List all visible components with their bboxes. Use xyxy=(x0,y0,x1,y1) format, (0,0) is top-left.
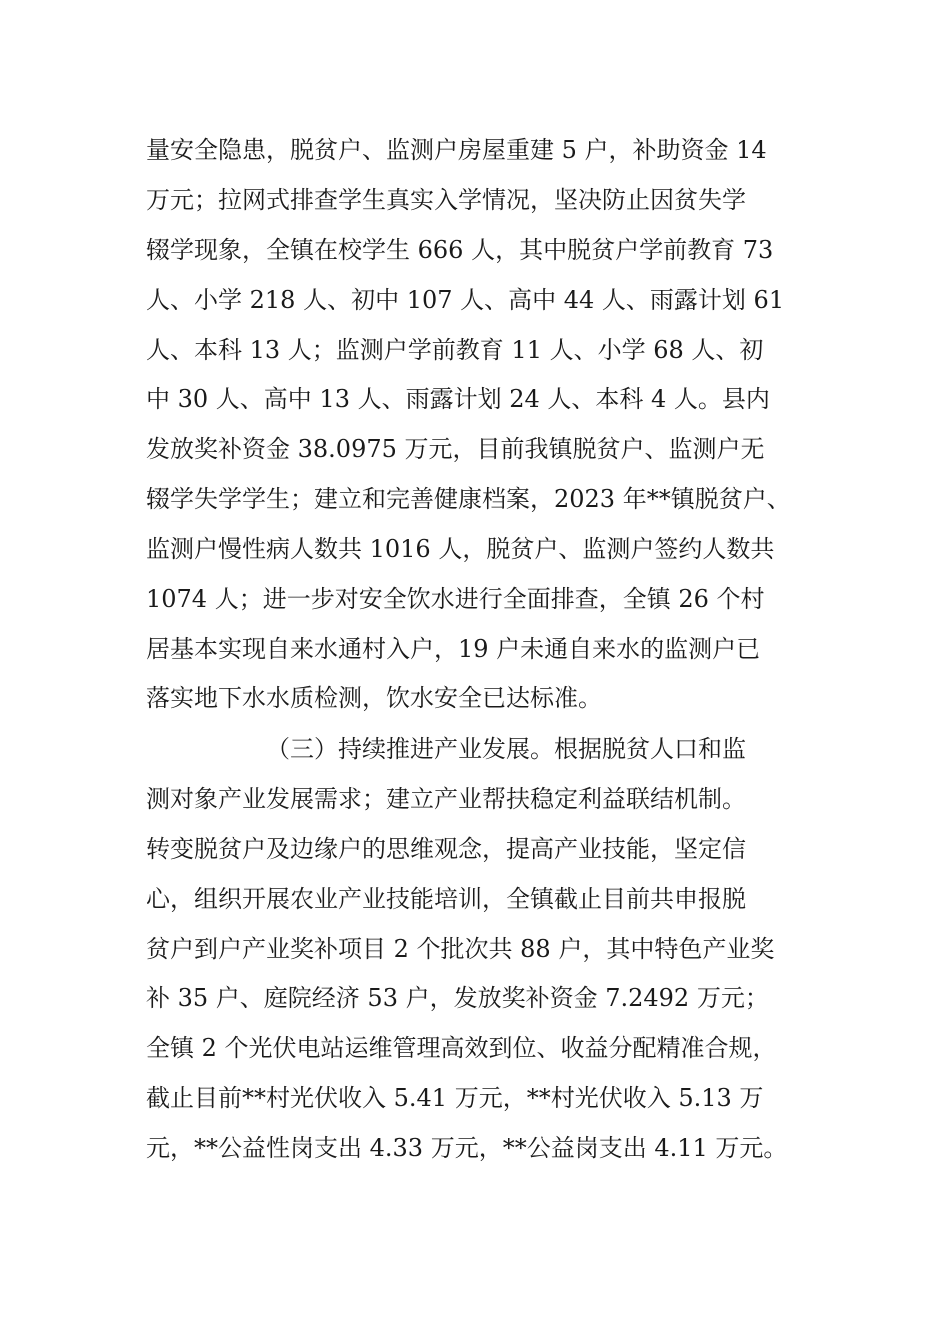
body-text-line: 全镇 2 个光伏电站运维管理高效到位、收益分配精准合规， xyxy=(146,1034,777,1062)
body-text-line: 万元；拉网式排查学生真实入学情况，坚决防止因贫失学 xyxy=(146,186,746,214)
body-text-line: 辍学现象，全镇在校学生 666 人，其中脱贫户学前教育 73 xyxy=(146,236,774,264)
body-text-line: 居基本实现自来水通村入户，19 户未通自来水的监测户已 xyxy=(146,635,761,663)
body-text-line: 1074 人；进一步对安全饮水进行全面排查，全镇 26 个村 xyxy=(146,585,765,613)
body-text-line: 测对象产业发展需求；建立产业帮扶稳定利益联结机制。 xyxy=(146,785,746,813)
section-heading-line: （三）持续推进产业发展。根据脱贫人口和监 xyxy=(266,735,746,763)
body-text-line: 量安全隐患，脱贫户、监测户房屋重建 5 户，补助资金 14 xyxy=(146,136,767,164)
body-text-line: 人、本科 13 人；监测户学前教育 11 人、小学 68 人、初 xyxy=(146,336,764,364)
body-text-line: 中 30 人、高中 13 人、雨露计划 24 人、本科 4 人。县内 xyxy=(146,385,770,413)
body-text-line: 发放奖补资金 38.0975 万元，目前我镇脱贫户、监测户无 xyxy=(146,435,765,463)
body-text-line: 转变脱贫户及边缘户的思维观念，提高产业技能，坚定信 xyxy=(146,835,746,863)
body-text-line: 贫户到户产业奖补项目 2 个批次共 88 户，其中特色产业奖 xyxy=(146,935,775,963)
body-text-line: 落实地下水水质检测，饮水安全已达标准。 xyxy=(146,684,602,712)
body-text-line: 元，**公益性岗支出 4.33 万元，**公益岗支出 4.11 万元。 xyxy=(146,1134,788,1162)
body-text-line: 截止目前**村光伏收入 5.41 万元，**村光伏收入 5.13 万 xyxy=(146,1084,764,1112)
body-text-line: 补 35 户、庭院经济 53 户，发放奖补资金 7.2492 万元； xyxy=(146,984,769,1012)
body-text-line: 人、小学 218 人、初中 107 人、高中 44 人、雨露计划 61 xyxy=(146,286,785,314)
body-text-line: 心，组织开展农业产业技能培训，全镇截止目前共申报脱 xyxy=(146,885,746,913)
body-text-line: 监测户慢性病人数共 1016 人，脱贫户、监测户签约人数共 xyxy=(146,535,775,563)
body-text-line: 辍学失学学生；建立和完善健康档案，2023 年**镇脱贫户、 xyxy=(146,485,791,513)
